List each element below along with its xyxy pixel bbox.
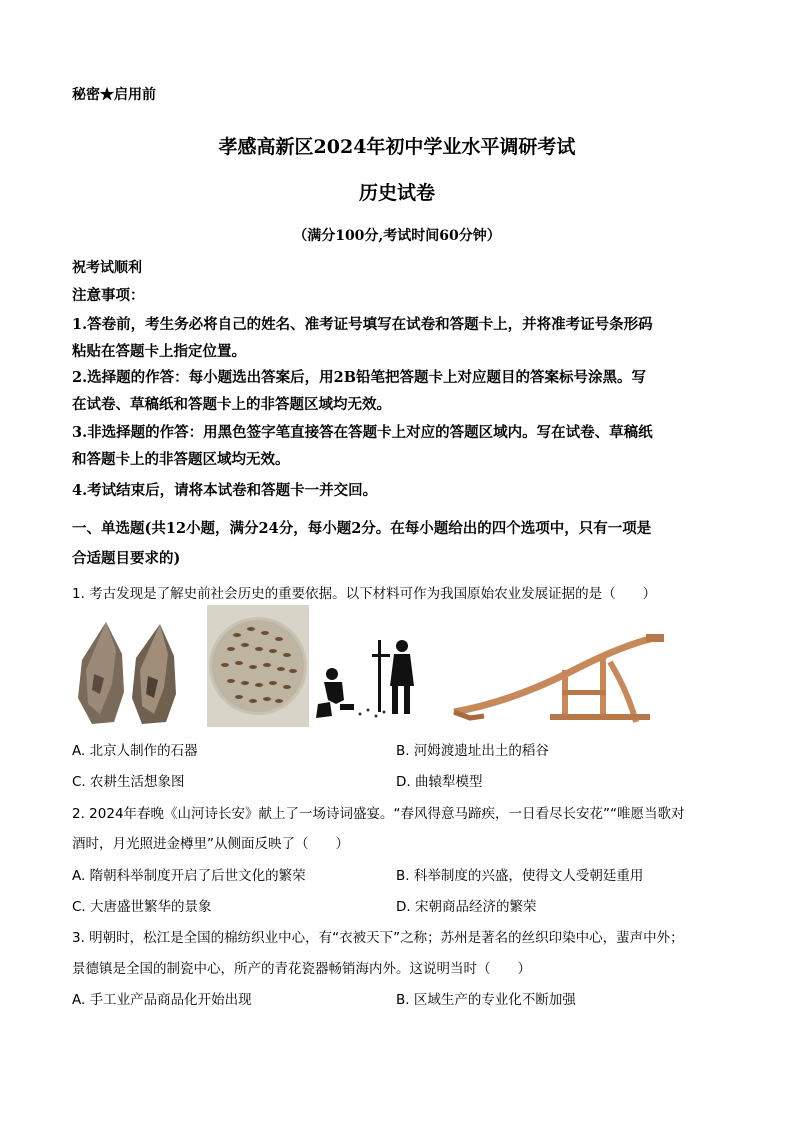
- q1-option-b[interactable]: B. 河姆渡遗址出土的稻谷: [396, 743, 549, 759]
- notes-line: 粘贴在答题卡上指定位置。: [72, 343, 246, 360]
- curved-plow-model-image: [450, 632, 672, 724]
- farming-figures-image: [310, 634, 430, 724]
- q2-option-b[interactable]: B. 科举制度的兴盛，使得文人受朝廷重用: [396, 868, 644, 884]
- notes-line: 3.非选择题的作答：用黑色签字笔直接答在答题卡上对应的答题区域内。写在试卷、草稿纸: [72, 424, 653, 441]
- q2-option-d[interactable]: D. 宋朝商品经济的繁荣: [396, 899, 537, 915]
- subject-title: 历史试卷: [358, 182, 435, 204]
- section-heading-cont: 合适题目要求的): [72, 550, 181, 567]
- notes-line: 1.答卷前，考生务必将自己的姓名、准考证号填写在试卷和答题卡上，并将准考证号条形码: [72, 316, 653, 333]
- full-marks-note: （满分100分,考试时间60分钟）: [293, 228, 501, 244]
- notes-line: 2.选择题的作答：每小题选出答案后，用2B铅笔把答题卡上对应题目的答案标号涂黑。写: [72, 369, 646, 386]
- q2-option-c[interactable]: C. 大唐盛世繁华的景象: [72, 899, 212, 915]
- question-2-stem: 2. 2024年春晚《山河诗长安》献上了一场诗词盛宴。“春风得意马蹄疾，一日看尽长安花”“唯愿当歌对: [72, 806, 685, 822]
- q3-option-a[interactable]: A. 手工业产品商品化开始出现: [72, 992, 252, 1008]
- section-heading: 一、单选题(共12小题，满分24分，每小题2分。在每小题给出的四个选项中，只有一项是: [72, 520, 652, 537]
- q2-option-a[interactable]: A. 隋朝科举制度开启了后世文化的繁荣: [72, 868, 306, 884]
- q1-option-a[interactable]: A. 北京人制作的石器: [72, 743, 198, 759]
- q1-option-c[interactable]: C. 农耕生活想象图: [72, 774, 185, 790]
- notes-heading: 注意事项：: [72, 287, 145, 304]
- greeting: 祝考试顺利: [72, 260, 142, 276]
- notes-line: 在试卷、草稿纸和答题卡上的非答题区域均无效。: [72, 396, 391, 413]
- q1-option-d[interactable]: D. 曲辕犁模型: [396, 774, 483, 790]
- question-3-stem-cont: 景德镇是全国的制瓷中心，所产的青花瓷器畅销海内外。这说明当时（ ）: [72, 961, 531, 977]
- rice-grains-image: [207, 605, 309, 727]
- question-2-stem-cont: 酒时，月光照进金樽里”从侧面反映了（ ）: [72, 836, 349, 852]
- question-3-stem: 3. 明朝时，松江是全国的棉纺织业中心，有“衣被天下”之称；苏州是著名的丝织印染中心，蜚声中外；: [72, 930, 684, 946]
- confidential-label: 秘密★启用前: [72, 87, 156, 103]
- exam-title: 孝感高新区2024年初中学业水平调研考试: [218, 136, 576, 158]
- question-1-stem: 1. 考古发现是了解史前社会历史的重要依据。以下材料可作为我国原始农业发展证据的是（ ）: [72, 586, 657, 602]
- q3-option-b[interactable]: B. 区域生产的专业化不断加强: [396, 992, 576, 1008]
- stone-tool-image: [70, 614, 186, 732]
- notes-line: 4.考试结束后，请将本试卷和答题卡一并交回。: [72, 482, 378, 499]
- notes-line: 和答题卡上的非答题区域均无效。: [72, 451, 290, 468]
